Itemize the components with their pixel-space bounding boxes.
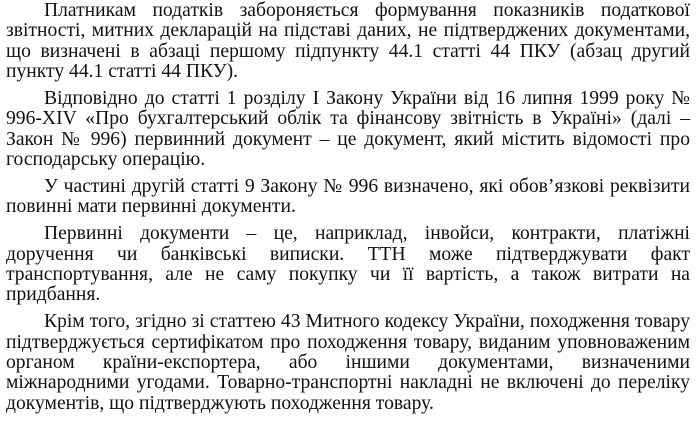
paragraph-tax-reporting-restriction: Платникам податків забороняється формування показників податкової звітності, митних декларацій на підставі даних, не підтверджених документами, що визначені в абзаці першому підпункту 44.1 статті 44 ПКУ (абзац другий пункту 44.1 статті 44 ПКУ). [6, 0, 690, 83]
paragraph-primary-document-examples: Первинні документи – це, наприклад, інвойси, контракти, платіжні доручення чи банківські виписки. ТТН може підтверджувати факт транспортування, але не саму покупку чи її вартість, а також витрати на придбання. [6, 223, 690, 306]
paragraph-primary-document-definition: Відповідно до статті 1 розділу I Закону України від 16 липня 1999 року № 996-XIV «Про бухгалтерський облік та фінансову звітність в Україні» (далі – Закон № 996) первинний документ – це документ, який містить відомості про господарську операцію. [6, 88, 690, 171]
paragraph-required-details: У частині другій статті 9 Закону № 996 визначено, які обов’язкові реквізити повинні мати первинні документи. [6, 176, 690, 218]
paragraph-customs-origin: Крім того, згідно зі статтею 43 Митного кодексу України, походження товару підтверджується сертифікатом про походження товару, виданим уповноваженим органом країни-експортера, або іншими документами, визначеними міжнародними угодами. Товарно-транспортні накладні не включені до переліку документів, що підтверджують походження товару. [6, 311, 690, 414]
